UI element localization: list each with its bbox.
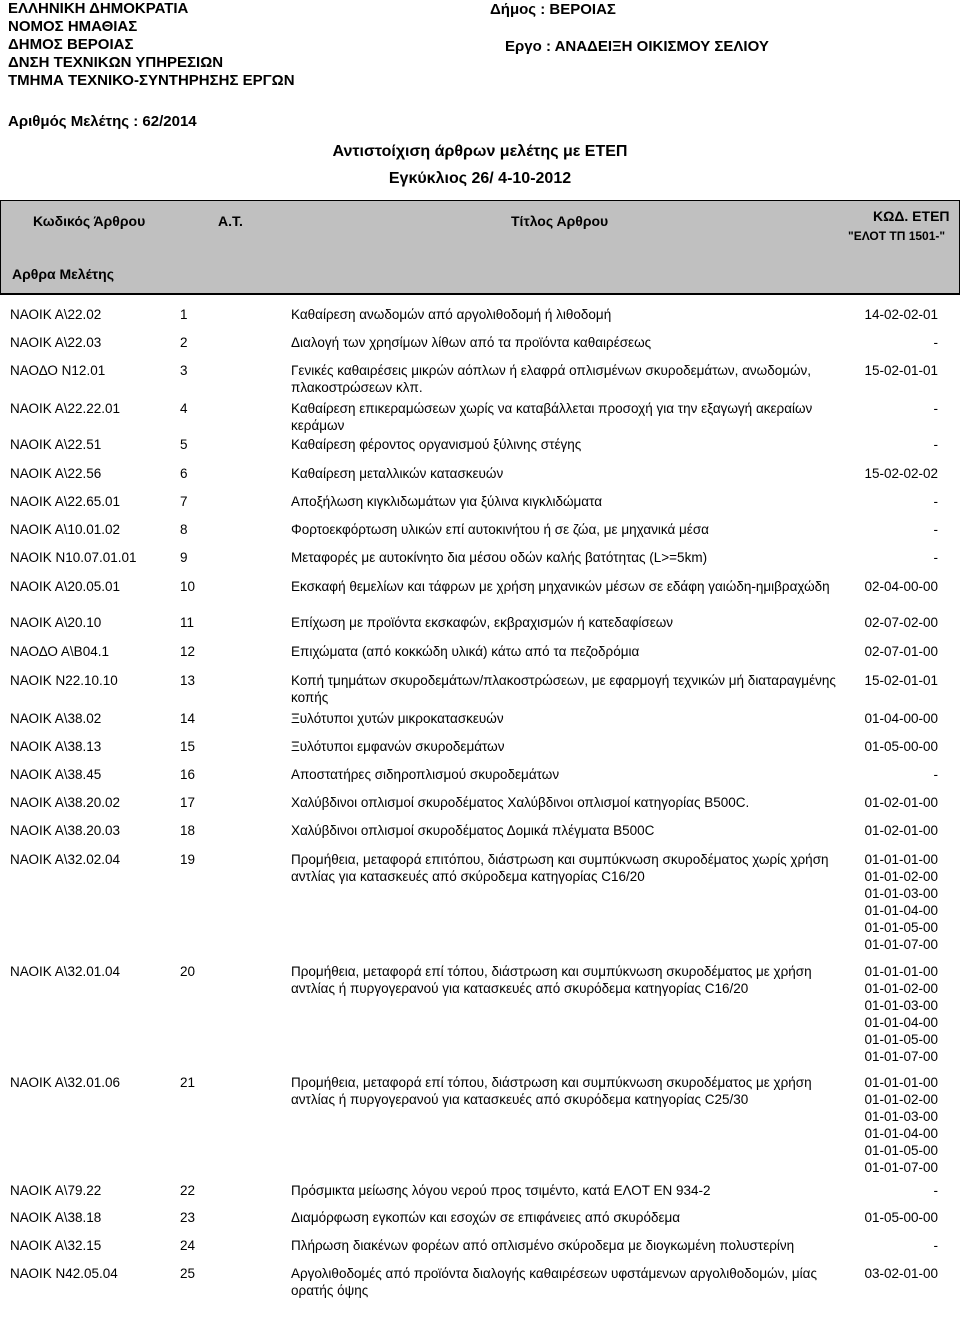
etep-code: 02-04-00-00 [864,579,938,594]
etep-code: - [933,767,938,782]
etep-code: 01-04-00-00 [864,711,938,726]
article-code: ΝΑΟΙΚ Α\32.01.06 [10,1075,121,1090]
etep-code: - [933,437,938,452]
article-number: 11 [180,615,195,630]
article-code: ΝΑΟΔΟ Ν12.01 [10,363,106,378]
article-number: 20 [180,964,196,979]
etep-code: - [933,550,938,565]
article-number: 25 [180,1266,196,1281]
article-number: 14 [180,711,196,726]
article-title: Διαμόρφωση εγκοπών και εσοχών σε επιφάνειες από σκυρόδεμα [291,1210,681,1225]
etep-code: 02-07-01-00 [864,644,938,659]
document-subtitle: Εγκύκλιος 26/ 4-10-2012 [388,170,572,187]
article-title: Αργολιθοδομές από προϊόντα διαλογής καθαιρέσεων υφστάμενων αργολιθοδομών, μίας ορατής όψης [291,1266,817,1298]
article-title: Γενικές καθαιρέσεις μικρών αόπλων ή ελαφρά οπλισμένων σκυροδεμάτων, ανωδομών, πλακοστρώσεων κλπ. [291,363,812,395]
article-number: 22 [180,1183,196,1198]
etep-code: 15-02-01-01 [864,673,938,688]
article-number: 10 [180,579,196,594]
article-code: ΝΑΟΙΚ Α\22.65.01 [10,494,121,509]
article-title: Χαλύβδινοι οπλισμοί σκυροδέματος Δομικά πλέγματα B500C [291,823,655,838]
article-title: Χαλύβδινοι οπλισμοί σκυροδέματος Χαλύβδινοι οπλισμοί κατηγορίας B500C. [291,795,750,810]
article-title: Καθαίρεση φέροντος οργανισμού ξύλινης στέγης [291,437,582,452]
column-header-etep: ΚΩΔ. ΕΤΕΠ [873,208,950,224]
article-code: ΝΑΟΙΚ Α\38.02 [10,711,102,726]
etep-code: 01-02-01-00 [864,823,938,838]
article-code: ΝΑΟΙΚ Ν42.05.04 [10,1266,118,1281]
article-title: Επιχώματα (από κοκκώδη υλικά) κάτω από τα πεζοδρόμια [291,644,640,659]
article-code: ΝΑΟΙΚ Α\32.15 [10,1238,102,1253]
project-label: Εργο : ΑΝΑΔΕΙΞΗ ΟΙΚΙΣΜΟΥ ΣΕΛΙΟΥ [505,38,769,55]
article-title: Πλήρωση διακένων φορέων από οπλισμένο σκύροδεμα με διογκωμένη πολυστερίνη [291,1238,795,1253]
article-code: ΝΑΟΙΚ Α\22.03 [10,335,102,350]
etep-code: - [933,401,938,416]
article-title: Διαλογή των χρησίμων λίθων από τα προϊόντα καθαιρέσεως [291,335,652,350]
article-number: 2 [180,335,188,350]
section-label: Αρθρα Μελέτης [12,266,114,282]
article-number: 8 [180,522,188,537]
etep-code: - [933,335,938,350]
etep-code: 01-01-01-00 01-01-02-00 01-01-03-00 01-01-04-00 01-01-05-00 01-01-07-00 [864,1075,938,1175]
article-title: Φορτοεκφόρτωση υλικών επί αυτοκινήτου ή σε ζώα, με μηχανικά μέσα [291,522,709,537]
article-code: ΝΑΟΙΚ Α\38.18 [10,1210,102,1225]
article-code: ΝΑΟΙΚ Ν22.10.10 [10,673,118,688]
article-title: Αποξήλωση κιγκλιδωμάτων για ξύλινα κιγκλιδώματα [291,494,603,509]
article-title: Μεταφορές με αυτοκίνητο δια μέσου οδών καλής βατότητας (L>=5km) [291,550,708,565]
article-code: ΝΑΟΙΚ Α\79.22 [10,1183,102,1198]
org-line: ΕΛΛΗΝΙΚΗ ΔΗΜΟΚΡΑΤΙΑ [8,0,189,17]
article-title: Καθαίρεση μεταλλικών κατασκευών [291,466,504,481]
article-code: ΝΑΟΙΚ Α\20.05.01 [10,579,121,594]
article-title: Αποστατήρες σιδηροπλισμού σκυροδεμάτων [291,767,560,782]
article-number: 12 [180,644,196,659]
article-title: Εκσκαφή θεμελίων και τάφρων με χρήση μηχανικών μέσων σε εδάφη γαιώδη-ημιβραχώδη [291,579,830,594]
article-number: 16 [180,767,196,782]
article-title: Κοπή τμημάτων σκυροδεμάτων/πλακοστρώσεων, με εφαρμογή τεχνικών μή διαταραγμένης κοπής [291,673,836,705]
org-line: ΔΗΜΟΣ ΒΕΡΟΙΑΣ [8,36,134,53]
article-code: ΝΑΟΙΚ Α\22.22.01 [10,401,121,416]
article-code: ΝΑΟΙΚ Α\20.10 [10,615,102,630]
article-title: Προμήθεια, μεταφορά επί τόπου, διάστρωση και συμπύκνωση σκυροδέματος με χρήση αντλίας ή πυργογερανού για κατασκευές από σκυρόδεμα κατηγορίας C25/30 [291,1075,812,1107]
article-title: Ξυλότυποι χυτών μικροκατασκευών [291,711,504,726]
article-code: ΝΑΟΙΚ Α\22.56 [10,466,102,481]
org-line: ΔΝΣΗ ΤΕΧΝΙΚΩΝ ΥΠΗΡΕΣΙΩΝ [8,54,224,71]
article-number: 21 [180,1075,196,1090]
article-number: 4 [180,401,188,416]
article-code: ΝΑΟΙΚ Α\38.20.03 [10,823,121,838]
article-code: ΝΑΟΙΚ Α\38.13 [10,739,102,754]
article-code: ΝΑΟΙΚ Α\38.45 [10,767,102,782]
article-code: ΝΑΟΙΚ Ν10.07.01.01 [10,550,137,565]
etep-code: - [933,1238,938,1253]
article-code: ΝΑΟΙΚ Α\10.01.02 [10,522,121,537]
article-number: 17 [180,795,196,810]
etep-code: 14-02-02-01 [864,307,938,322]
article-number: 24 [180,1238,196,1253]
column-header-title: Τίτλος Αρθρου [511,213,609,229]
municipality-label: Δήμος : ΒΕΡΟΙΑΣ [490,1,616,18]
article-title: Επίχωση με προϊόντα εκσκαφών, εκβραχισμών ή κατεδαφίσεων [291,615,674,630]
article-code: ΝΑΟΔΟ Α\Β04.1 [10,644,109,659]
article-code: ΝΑΟΙΚ Α\22.51 [10,437,102,452]
etep-code: 03-02-01-00 [864,1266,938,1281]
column-header-at: Α.Τ. [218,213,243,229]
article-number: 5 [180,437,188,452]
article-number: 13 [180,673,196,688]
article-number: 19 [180,852,196,867]
etep-code: 01-01-01-00 01-01-02-00 01-01-03-00 01-01-04-00 01-01-05-00 01-01-07-00 [864,964,938,1064]
org-line: ΤΜΗΜΑ ΤΕΧΝΙΚΟ-ΣΥΝΤΗΡΗΣΗΣ ΕΡΓΩΝ [8,72,295,89]
etep-code: 01-01-01-00 01-01-02-00 01-01-03-00 01-01-04-00 01-01-05-00 01-01-07-00 [864,852,938,952]
document-title: Αντιστοίχιση άρθρων μελέτης με ΕΤΕΠ [332,143,628,160]
article-code: ΝΑΟΙΚ Α\32.01.04 [10,964,121,979]
article-number: 7 [180,494,188,509]
article-number: 1 [180,307,188,322]
article-code: ΝΑΟΙΚ Α\32.02.04 [10,852,121,867]
article-number: 18 [180,823,196,838]
article-title: Καθαίρεση επικεραμώσεων χωρίς να καταβάλλεται προσοχή για την εξαγωγή ακεραίων κεράμων [291,401,813,433]
etep-code: 15-02-02-02 [864,466,938,481]
article-code: ΝΑΟΙΚ Α\22.02 [10,307,102,322]
study-number: Αριθμός Μελέτης : 62/2014 [8,113,197,130]
etep-code: 15-02-01-01 [864,363,938,378]
article-title: Προμήθεια, μεταφορά επιτόπου, διάστρωση και συμπύκνωση σκυροδέματος χωρίς χρήση αντλίας για κατασκευές από σκύροδεμα κατηγορίας C16/20 [291,852,829,884]
etep-code: 01-05-00-00 [864,1210,938,1225]
article-code: ΝΑΟΙΚ Α\38.20.02 [10,795,121,810]
article-title: Ξυλότυποι εμφανών σκυροδεμάτων [291,739,505,754]
article-number: 9 [180,550,188,565]
article-title: Καθαίρεση ανωδομών από αργολιθοδομή ή λιθοδομή [291,307,612,322]
etep-code: 01-05-00-00 [864,739,938,754]
etep-code: - [933,522,938,537]
article-number: 3 [180,363,188,378]
article-number: 23 [180,1210,196,1225]
etep-code: - [933,1183,938,1198]
article-number: 15 [180,739,196,754]
article-title: Προμήθεια, μεταφορά επί τόπου, διάστρωση και συμπύκνωση σκυροδέματος με χρήση αντλίας ή πυργογερανού για κατασκευές από σκυρόδεμα κατηγορίας C16/20 [291,964,812,996]
column-header-etep-sub: "ΕΛΟΤ ΤΠ 1501-" [848,229,946,243]
org-line: ΝΟΜΟΣ ΗΜΑΘΙΑΣ [8,18,138,35]
article-title: Πρόσμικτα μείωσης λόγου νερού προς τσιμέντο, κατά ΕΛΟΤ ΕΝ 934-2 [291,1183,711,1198]
column-header-code: Κωδικός Άρθρου [33,213,146,229]
etep-code: 02-07-02-00 [864,615,938,630]
etep-code: 01-02-01-00 [864,795,938,810]
article-number: 6 [180,466,188,481]
etep-code: - [933,494,938,509]
